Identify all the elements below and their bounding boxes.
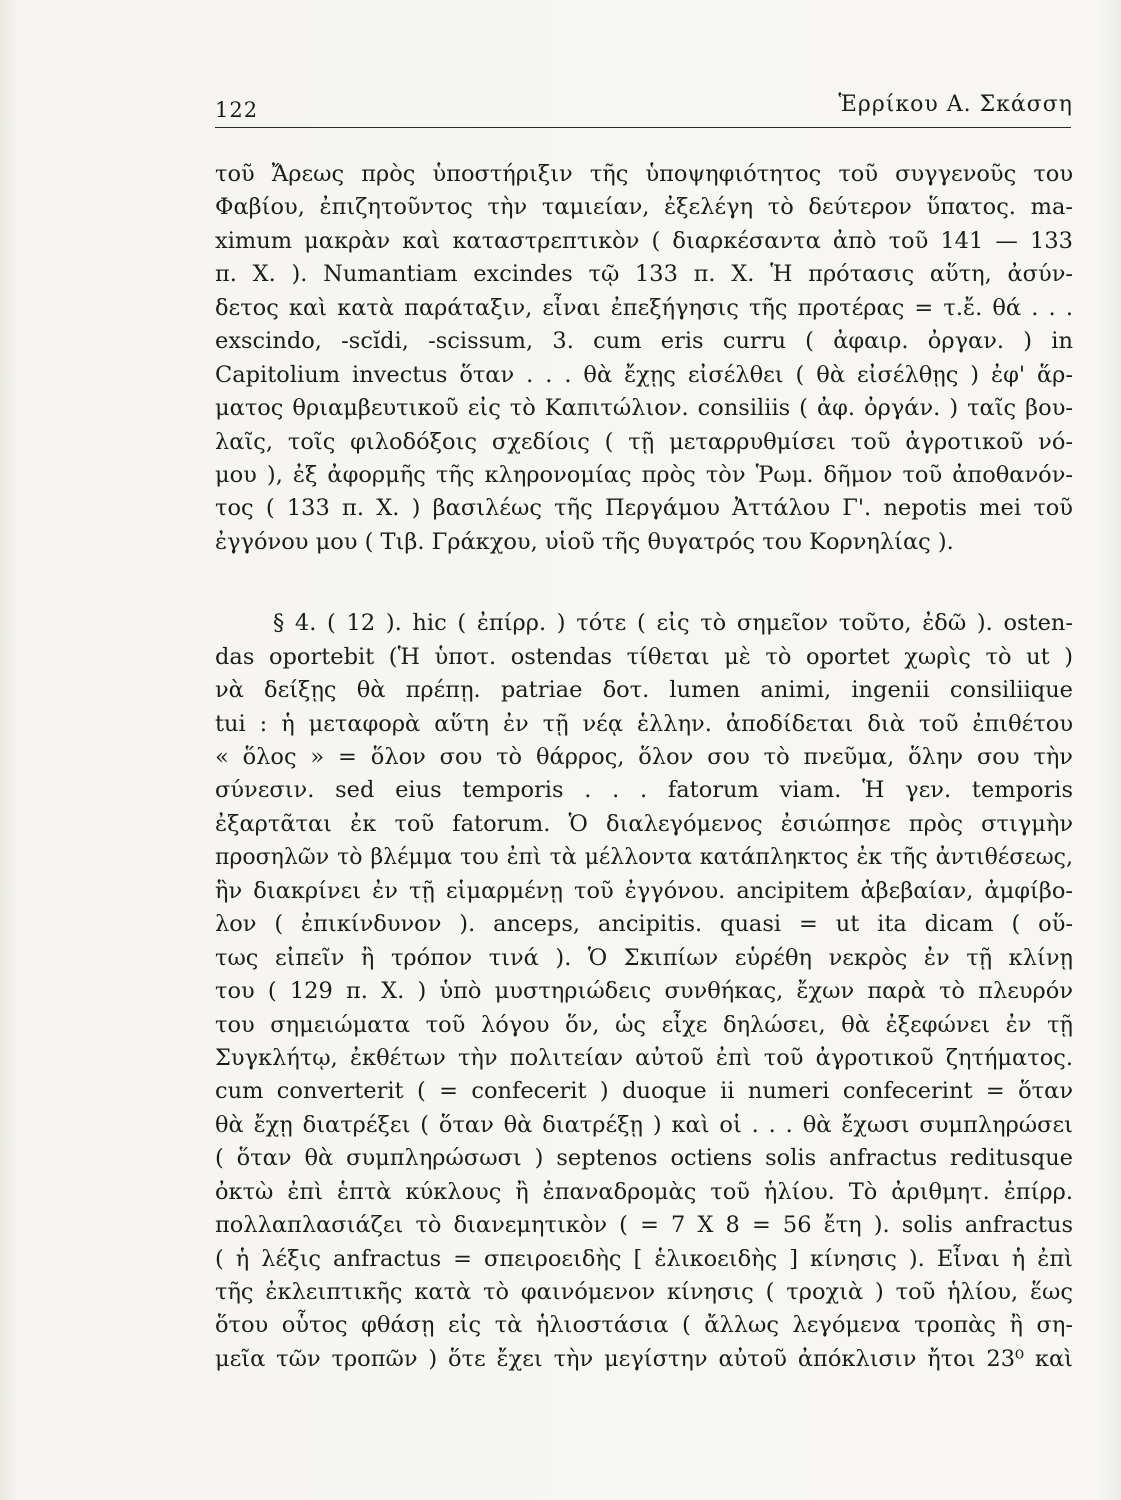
text-line: cum converterit ( = confecerit ) duoque ii numeri confecerint = ὅταν	[215, 1078, 1073, 1105]
text-body	[215, 158, 1073, 1376]
text-line: Συγκλήτῳ, ἐκθέτων τὴν πολιτείαν αὐτοῦ ἐπὶ τοῦ ἀγροτικοῦ ζητήματος.	[215, 1044, 1073, 1071]
header-rule	[215, 127, 1071, 128]
text-line: τος ( 133 π. Χ. ) βασιλέως τῆς Περγάμου Ἀττάλου Γ'. nepotis mei τοῦ	[215, 495, 1073, 522]
text-line: πολλαπλασιάζει τὸ διανεμητικὸν ( = 7 Χ 8 = 56 ἔτη ). solis anfractus	[215, 1212, 1073, 1239]
text-line: ἐγγόνου μου ( Τιβ. Γράκχου, υἱοῦ τῆς θυγατρός του Κορνηλίας ).	[215, 528, 954, 555]
text-line: προσηλῶν τὸ βλέμμα του ἐπὶ τὰ μέλλοντα κατάπληκτος ἐκ τῆς ἀντιθέσεως,	[215, 845, 1073, 871]
text-line: ( ἡ λέξις anfractus = σπειροειδὴς [ ἑλικοειδὴς ] κίνησις ). Εἶναι ἡ ἐπὶ	[215, 1245, 1073, 1272]
text-line: λον ( ἐπικίνδυνον ). anceps, ancipitis. quasi = ut ita dicam ( οὕ-	[215, 911, 1073, 938]
page-number: 122	[215, 98, 259, 122]
text-line: τοῦ Ἄρεως πρὸς ὑποστήριξιν τῆς ὑποψηφιότητος τοῦ συγγενοῦς του	[215, 161, 1073, 187]
text-line: ὀκτὼ ἐπὶ ἑπτὰ κύκλους ἢ ἐπαναδρομὰς τοῦ ἡλίου. Τὸ ἀριθμητ. ἐπίρρ.	[215, 1178, 1073, 1205]
text-line: exscindo, -scĭdi, -scissum, 3. cum eris curru ( ἀφαιρ. ὀργαν. ) in	[215, 328, 1073, 355]
text-line: δετος καὶ κατὰ παράταξιν, εἶναι ἐπεξήγησις τῆς προτέρας = τ.ἔ. θά . . .	[215, 294, 1073, 321]
text-line: θὰ ἔχῃ διατρέξει ( ὅταν θὰ διατρέξῃ ) καὶ οἱ . . . θὰ ἔχωσι συμπληρώσει	[215, 1111, 1073, 1138]
paragraph-gap	[215, 559, 1073, 607]
text-line: λαῖς, τοῖς φιλοδόξοις σχεδίοις ( τῇ μεταρρυθμίσει τοῦ ἀγροτικοῦ νό-	[215, 428, 1073, 455]
text-line: § 4. ( 12 ). hic ( ἐπίρρ. ) τότε ( εἰς τὸ σημεῖον τοῦτο, ἐδῶ ). osten-	[273, 610, 1073, 637]
text-line: ἣν διακρίνει ἐν τῇ εἱμαρμένῃ τοῦ ἐγγόνου. ancipitem ἀβεβαίαν, ἀμφίβο-	[215, 877, 1073, 904]
text-line: σύνεσιν. sed eius temporis . . . fatorum viam. Ἡ γεν. temporis	[215, 777, 1073, 804]
text-line: μου ), ἐξ ἀφορμῆς τῆς κληρονομίας πρὸς τὸν Ῥωμ. δῆμον τοῦ ἀποθανόν-	[215, 461, 1073, 488]
text-line: τῆς ἐκλειπτικῆς κατὰ τὸ φαινόμενον κίνησις ( τροχιὰ ) τοῦ ἡλίου, ἕως	[215, 1279, 1073, 1305]
text-line: « ὅλος » = ὅλον σου τὸ θάρρος, ὅλον σου τὸ πνεῦμα, ὅλην σου τὴν	[215, 744, 1073, 770]
text-line: π. Χ. ). Numantiam excindes τῷ 133 π. Χ. Ἡ πρότασις αὕτη, ἀσύν-	[215, 261, 1073, 288]
text-line: tui : ἡ μεταφορὰ αὕτη ἐν τῇ νέᾳ ἑλλην. ἀποδίδεται διὰ τοῦ ἐπιθέτου	[215, 710, 1073, 737]
text-line: μεῖα τῶν τροπῶν ) ὅτε ἔχει τὴν μεγίστην αὐτοῦ ἀπόκλισιν ἤτοι 23⁰ καὶ	[215, 1345, 1073, 1372]
text-line: του ( 129 π. Χ. ) ὑπὸ μυστηριώδεις συνθήκας, ἔχων παρὰ τὸ πλευρόν	[215, 978, 1073, 1005]
text-line: νὰ δείξῃς θὰ πρέπῃ. patriae δοτ. lumen animi, ingenii consiliique	[215, 677, 1073, 704]
text-line: ximum μακρὰν καὶ καταστρεπτικὸν ( διαρκέσαντα ἀπὸ τοῦ 141 — 133	[215, 227, 1073, 254]
text-line: das oportebit (Ἡ ὑποτ. ostendas τίθεται μὲ τὸ oportet χωρὶς τὸ ut )	[215, 643, 1073, 670]
text-line: ( ὅταν θὰ συμπληρώσωσι ) septenos octiens solis anfractus reditusque	[215, 1145, 1073, 1172]
text-line: ἐξαρτᾶται ἐκ τοῦ fatorum. Ὁ διαλεγόμενος ἐσιώπησε πρὸς στιγμὴν	[215, 810, 1073, 837]
text-line: ὅτου οὗτος φθάσῃ εἰς τὰ ἡλιοστάσια ( ἄλλως λεγόμενα τροπὰς ἢ ση-	[215, 1312, 1073, 1339]
text-line: Capitolium invectus ὅταν . . . θὰ ἔχῃς εἰσέλθει ( θὰ εἰσέλθῃς ) ἐφ' ἅρ-	[215, 361, 1073, 388]
running-title: Ἑρρίκου Α. Σκάσση	[838, 92, 1073, 117]
paragraph-1	[215, 158, 1073, 559]
paragraph-2	[215, 607, 1073, 1376]
text-line: τως εἰπεῖν ἢ τρόπον τινά ). Ὁ Σκιπίων εὑρέθη νεκρὸς ἐν τῇ κλίνῃ	[215, 944, 1073, 971]
text-line: του σημειώματα τοῦ λόγου ὅν, ὡς εἶχε δηλώσει, θὰ ἐξεφώνει ἐν τῇ	[215, 1011, 1073, 1038]
text-line: ματος θριαμβευτικοῦ εἰς τὸ Καπιτώλιον. consiliis ( ἀφ. ὀργάν. ) ταῖς βου-	[215, 395, 1073, 422]
text-line: Φαβίου, ἐπιζητοῦντος τὴν ταμιείαν, ἐξελέγη τὸ δεύτερον ὕπατος. ma-	[215, 194, 1073, 221]
